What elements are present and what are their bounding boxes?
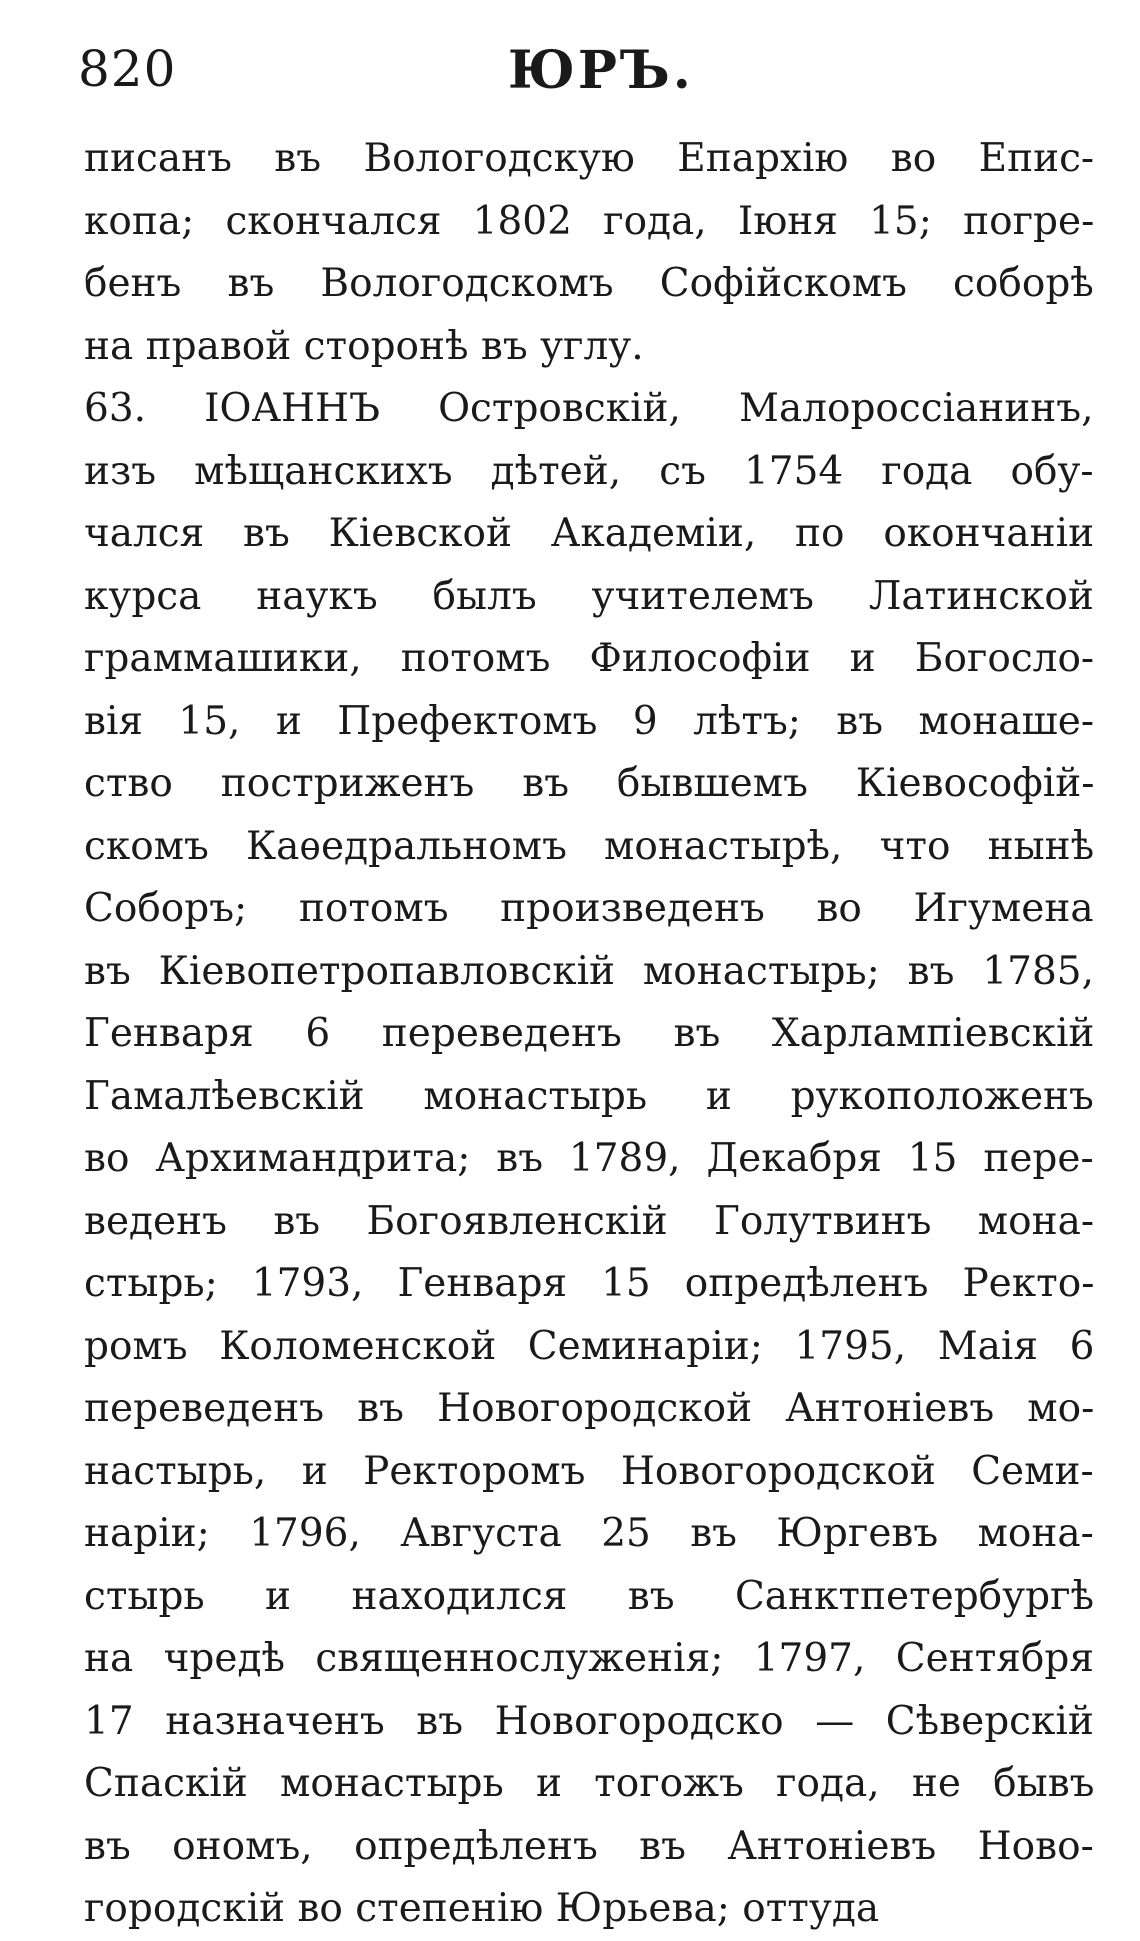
text-line: ство постриженъ въ бывшемъ Кіевософій- bbox=[84, 761, 1094, 806]
text-line: во Архимандрита; въ 1789, Декабря 15 пере- bbox=[84, 1136, 1094, 1181]
running-head: ЮРЪ. bbox=[508, 40, 694, 101]
text-line: ромъ Коломенской Семинаріи; 1795, Маія 6 bbox=[84, 1323, 1094, 1369]
text-line: переведенъ въ Новогородской Антоніевъ мо- bbox=[84, 1386, 1094, 1431]
text-line: скомъ Каѳедральномъ монастырѣ, что нынѣ bbox=[84, 823, 1094, 869]
text-line: веденъ въ Богоявленскій Голутвинъ мона- bbox=[84, 1198, 1094, 1244]
text-line: на правой сторонѣ въ углу. bbox=[84, 323, 644, 369]
text-line: настырь, и Ректоромъ Новогородской Семи- bbox=[84, 1448, 1094, 1494]
text-line: Генваря 6 переведенъ въ Харлампіевскій bbox=[84, 1011, 1094, 1056]
text-line: Гамалѣевскій монастырь и рукоположенъ bbox=[84, 1073, 1094, 1119]
text-line: на чредѣ священнослуженія; 1797, Сентября bbox=[84, 1636, 1094, 1681]
text-line: стырь и находился въ Санктпетербургѣ bbox=[84, 1573, 1094, 1619]
text-line: писанъ въ Вологодскую Епархію во Епис- bbox=[84, 136, 1094, 181]
text-line: 63. ІОАННЪ Островскій, Малороссіанинъ, bbox=[84, 386, 1094, 431]
text-line: въ ономъ, опредѣленъ въ Антоніевъ Ново- bbox=[84, 1823, 1094, 1869]
text-line: вія 15, и Префектомъ 9 лѣтъ; въ монаше- bbox=[84, 698, 1094, 744]
text-line: въ Кіевопетропавловскій монастырь; въ 1785, bbox=[84, 948, 1094, 994]
text-line: Спаскій монастырь и тогожъ года, не бывъ bbox=[84, 1761, 1094, 1806]
text-line: курса наукъ былъ учителемъ Латинской bbox=[84, 573, 1094, 619]
text-line: изъ мѣщанскихъ дѣтей, съ 1754 года обу- bbox=[84, 448, 1094, 494]
page-header bbox=[78, 40, 694, 120]
text-line: копа; скончался 1802 года, Іюня 15; погре- bbox=[84, 198, 1094, 244]
text-line: наріи; 1796, Августа 25 въ Юргевъ мона- bbox=[84, 1511, 1094, 1556]
page-number: 820 bbox=[78, 40, 177, 98]
text-line: граммашики, потомъ Философіи и Богосло- bbox=[84, 636, 1094, 681]
text-line: Соборъ; потомъ произведенъ во Игумена bbox=[84, 886, 1094, 931]
text-line: городскій во степенію Юрьева; оттуда bbox=[84, 1886, 880, 1931]
text-line: бенъ въ Вологодскомъ Софійскомъ соборѣ bbox=[84, 261, 1094, 306]
text-line: 17 назначенъ въ Новогородско — Сѣверскій bbox=[84, 1698, 1094, 1744]
text-line: стырь; 1793, Генваря 15 опредѣленъ Ректо- bbox=[84, 1261, 1094, 1306]
body-text bbox=[84, 128, 1094, 1941]
text-line: чался въ Кіевской Академіи, по окончаніи bbox=[84, 511, 1094, 556]
